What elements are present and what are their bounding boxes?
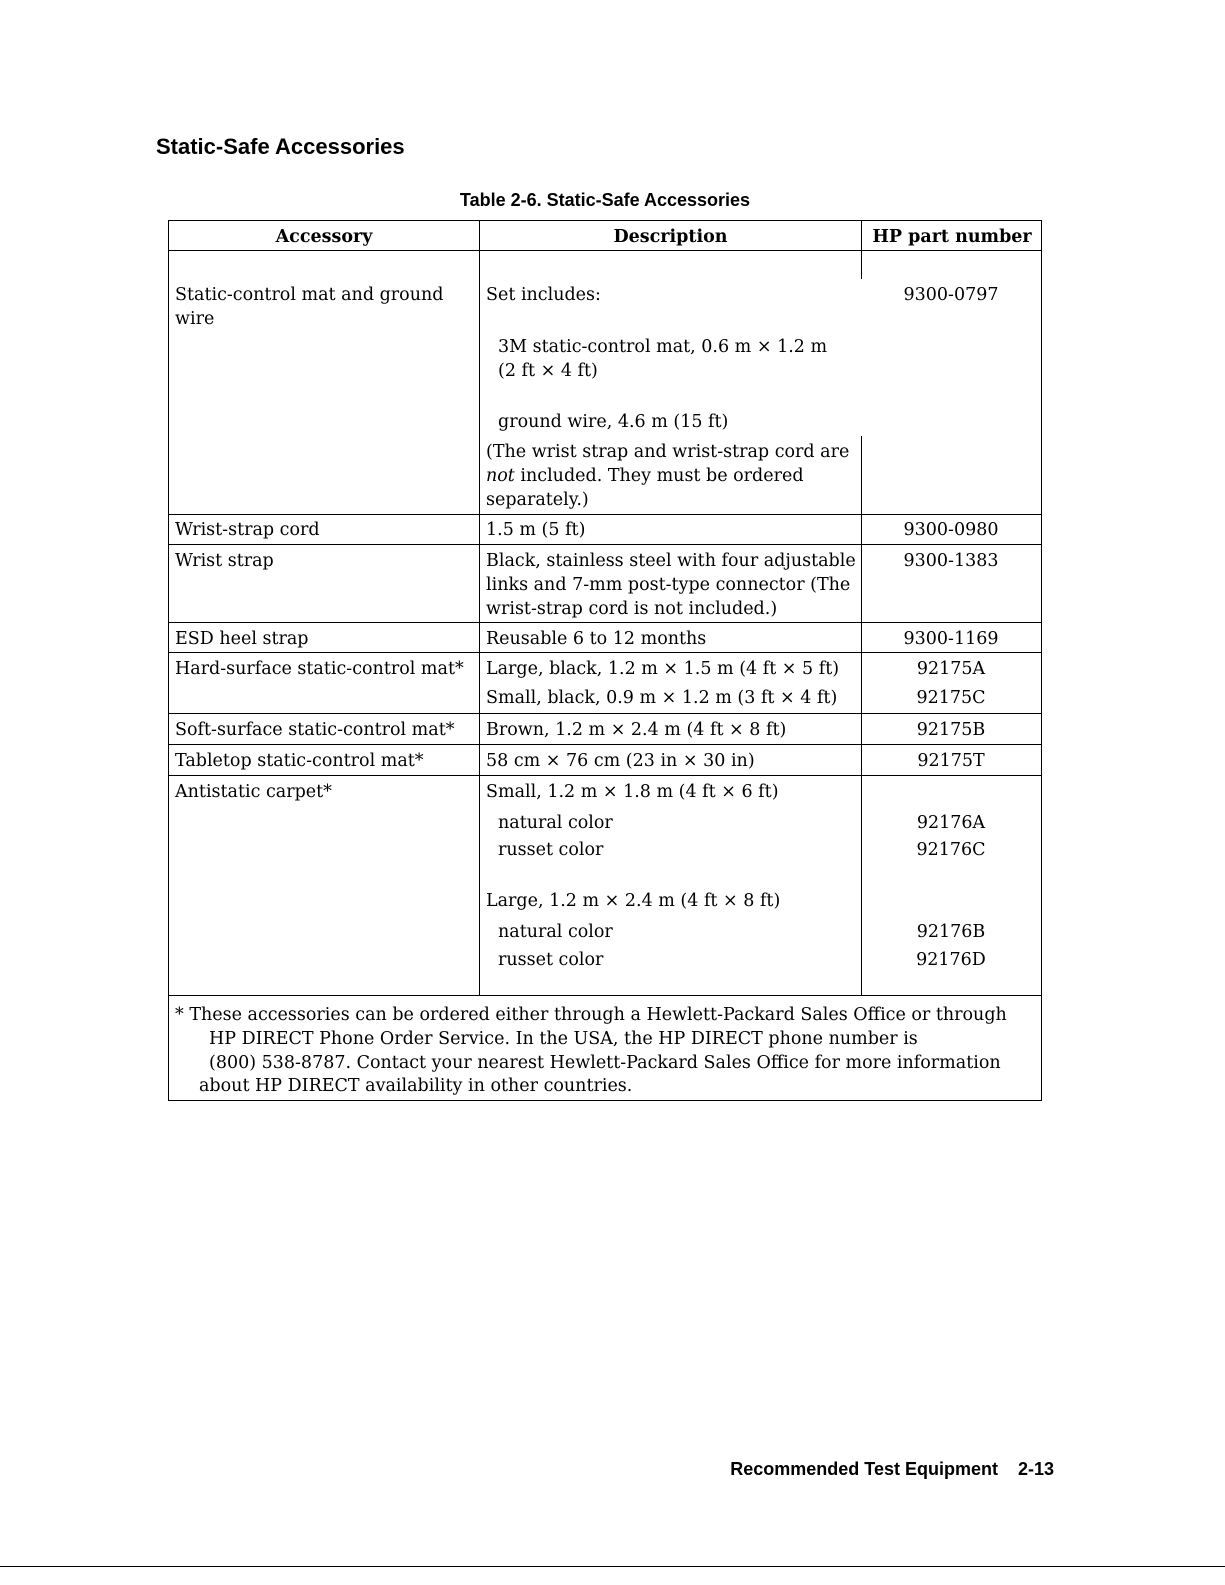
description-cell: Brown, 1.2 m × 2.4 m (4 ft × 8 ft) (486, 720, 787, 740)
row-rule (169, 544, 1041, 545)
row-rule (169, 713, 1041, 714)
description-cell: russet color (498, 950, 604, 970)
header-rule (169, 250, 1041, 251)
description-cell: 58 cm × 76 cm (23 in × 30 in) (486, 751, 755, 771)
footer-chapter-title: Recommended Test Equipment (730, 1459, 998, 1479)
row-rule (169, 514, 1041, 515)
part-number-cell: 9300-0797 (903, 285, 999, 305)
description-cell: (2 ft × 4 ft) (498, 361, 598, 381)
description-note (486, 464, 804, 488)
accessory-cell: Wrist strap (175, 551, 274, 571)
description-cell: natural color (498, 813, 613, 833)
footnote-line: (800) 538-8787. Contact your nearest Hewlett-Packard Sales Office for more information (209, 1053, 1001, 1073)
description-cell: Small, 1.2 m × 1.8 m (4 ft × 6 ft) (486, 782, 779, 802)
accessory-cell: Static-control mat and ground (175, 285, 444, 305)
description-cell: Set includes: (486, 285, 601, 305)
part-number-cell: 92175B (916, 720, 986, 740)
part-number-cell: 92176B (916, 922, 986, 942)
part-number-cell: 9300-0980 (903, 520, 999, 540)
description-cell: 1.5 m (5 ft) (486, 520, 586, 540)
part-number-cell: 92175A (916, 659, 986, 679)
description-cell: Small, black, 0.9 m × 1.2 m (3 ft × 4 ft) (486, 688, 838, 708)
description-note: separately.) (486, 490, 589, 510)
emphasis-not: not (486, 466, 515, 486)
footnote-rule (169, 995, 1041, 996)
part-number-cell: 9300-1169 (903, 629, 999, 649)
bottom-rule (0, 1566, 1225, 1567)
description-cell: Large, black, 1.2 m × 1.5 m (4 ft × 5 ft) (486, 659, 840, 679)
description-cell: wrist-strap cord is not included.) (486, 599, 778, 619)
accessory-cell: Antistatic carpet* (175, 782, 332, 802)
header-description: Description (613, 227, 728, 247)
part-number-cell: 92176C (916, 840, 986, 860)
section-title: Static-Safe Accessories (156, 134, 405, 159)
header-part-number: HP part number (872, 227, 1032, 247)
footnote-line: about HP DIRECT availability in other countries. (199, 1076, 633, 1096)
accessory-cell: Hard-surface static-control mat* (175, 659, 464, 679)
description-note: (The wrist strap and wrist-strap cord are (486, 442, 850, 462)
part-number-cell: 92176A (916, 813, 986, 833)
row-rule (169, 652, 1041, 653)
note-text: included. They must be ordered (514, 466, 804, 486)
col-divider (479, 251, 480, 995)
page-number: 2-13 (1017, 1459, 1054, 1479)
row-rule (169, 622, 1041, 623)
description-cell: ground wire, 4.6 m (15 ft) (498, 412, 729, 432)
footnote-line: * These accessories can be ordered either through a Hewlett-Packard Sales Office or through (175, 1005, 1007, 1025)
part-number-cell: 92175C (916, 688, 986, 708)
header-accessory: Accessory (275, 227, 373, 247)
description-cell: links and 7-mm post-type connector (The (486, 575, 851, 595)
part-number-cell: 9300-1383 (903, 551, 999, 571)
description-cell: Reusable 6 to 12 months (486, 629, 707, 649)
part-number-cell: 92175T (917, 751, 985, 771)
page-footer (730, 1457, 1054, 1481)
description-cell: Black, stainless steel with four adjustable (486, 551, 856, 571)
accessory-cell: ESD heel strap (175, 629, 309, 649)
part-number-cell: 92176D (916, 950, 986, 970)
row-rule (169, 775, 1041, 776)
description-cell: Large, 1.2 m × 2.4 m (4 ft × 8 ft) (486, 891, 781, 911)
accessory-cell: Tabletop static-control mat* (175, 751, 424, 771)
accessory-cell: Wrist-strap cord (175, 520, 320, 540)
description-cell: natural color (498, 922, 613, 942)
row-rule (169, 744, 1041, 745)
description-cell: russet color (498, 840, 604, 860)
description-cell: 3M static-control mat, 0.6 m × 1.2 m (498, 337, 828, 357)
accessory-cell: wire (175, 309, 215, 329)
table-caption: Table 2-6. Static-Safe Accessories (459, 190, 751, 210)
accessory-cell: Soft-surface static-control mat* (175, 720, 455, 740)
footnote-line: HP DIRECT Phone Order Service. In the USA, the HP DIRECT phone number is (209, 1029, 918, 1049)
accessories-table (168, 220, 1042, 1101)
